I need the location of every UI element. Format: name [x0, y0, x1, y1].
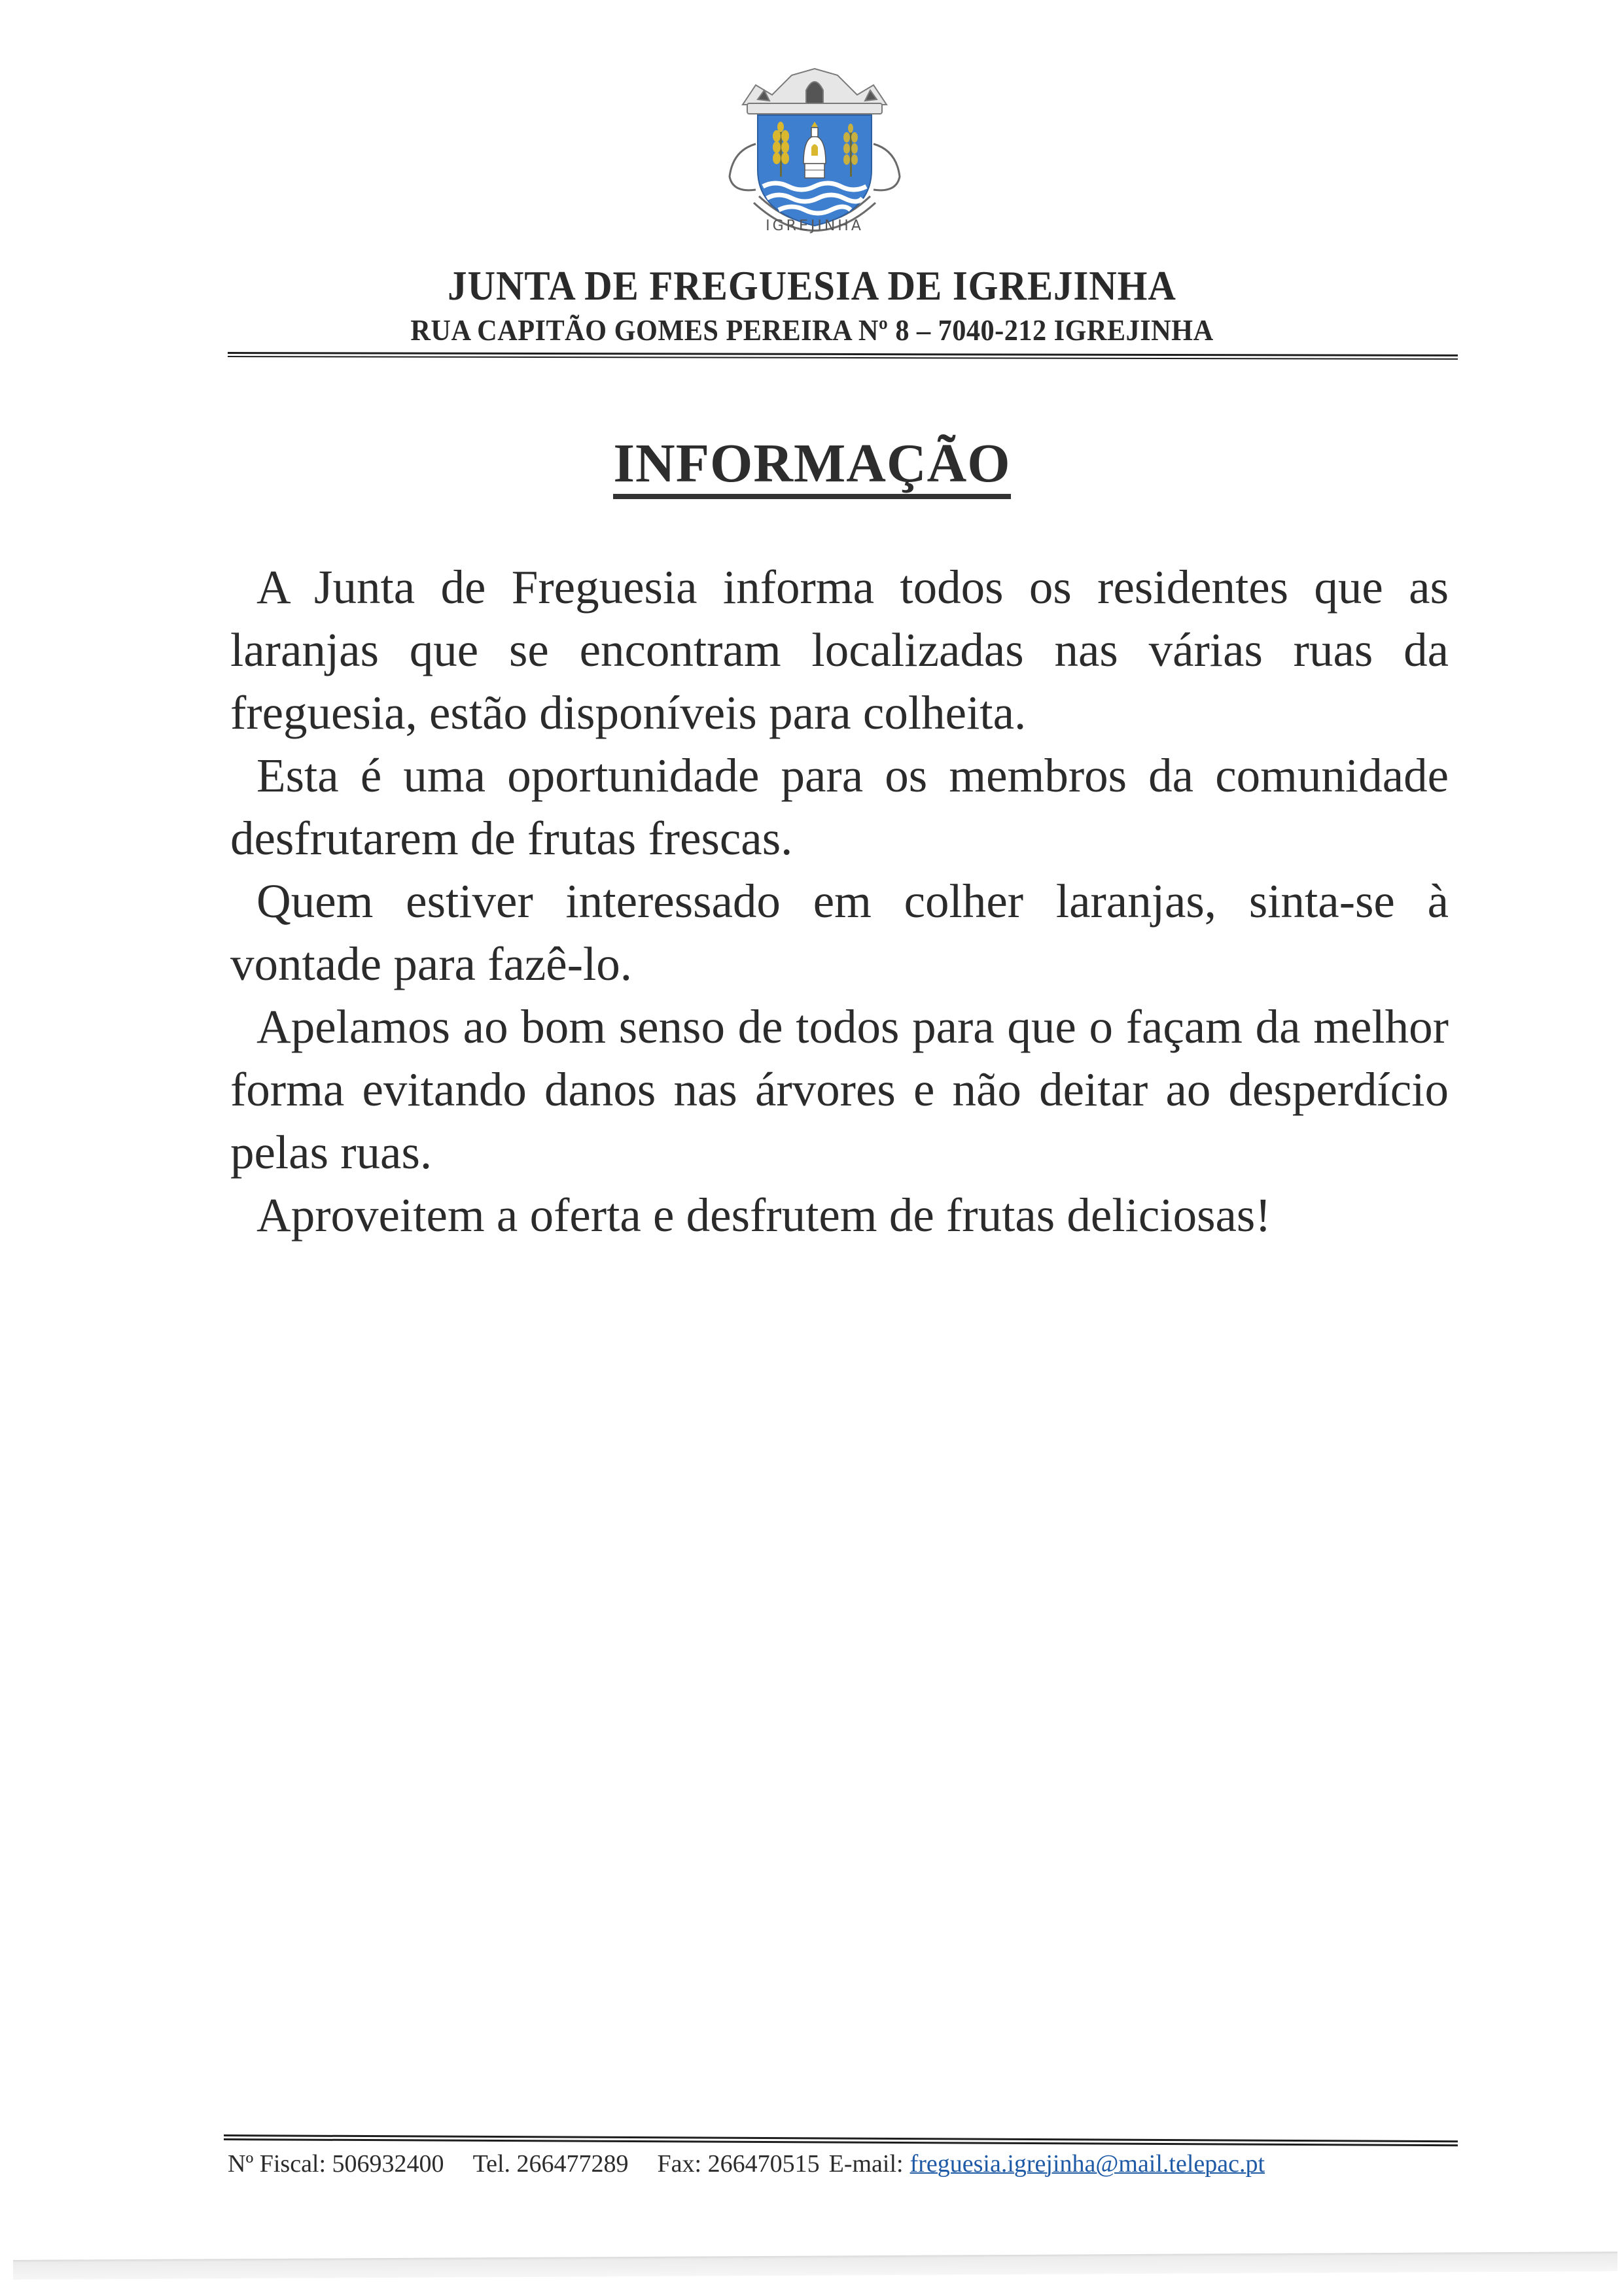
crest-label: IGREJINHA: [766, 218, 864, 234]
email-label: E-mail:: [828, 2150, 904, 2178]
coat-of-arms-icon: [694, 59, 936, 235]
scan-edge-shadow: [13, 2252, 1617, 2280]
document-title-text: INFORMAÇÃO: [613, 436, 1010, 499]
organization-address: RUA CAPITÃO GOMES PEREIRA Nº 8 – 7040-212 IGREJINHA: [410, 313, 1214, 347]
paragraph-3: Quem estiver interessado em colher laranjas, sinta-se à vontade para fazê-lo.: [230, 875, 1449, 990]
paragraph-5: Aproveitem a oferta e desfrutem de frutas deliciosas!: [256, 1189, 1271, 1242]
fiscal-number: Nº Fiscal: 506932400: [228, 2150, 444, 2178]
document-body: [230, 556, 1449, 1247]
email-link[interactable]: freguesia.igrejinha@mail.telepac.pt: [909, 2150, 1265, 2178]
document-title: [0, 432, 1624, 499]
paragraph-4: Apelamos ao bom senso de todos para que o façam da melhor forma evitando danos nas árvores e não deitar ao desperdício pelas ruas.: [230, 1000, 1449, 1179]
telephone: Tel. 266477289: [472, 2150, 629, 2178]
mural-crown-icon: [743, 69, 887, 114]
header-divider: [228, 352, 1458, 361]
paragraph-1: A Junta de Freguesia informa todos os residentes que as laranjas que se encontram localizadas nas várias ruas da freguesia, estão disponíveis para colheita.: [230, 561, 1449, 739]
paragraph-2: Esta é uma oportunidade para os membros da comunidade desfrutarem de frutas frescas.: [230, 749, 1449, 865]
fax: Fax: 266470515: [657, 2150, 820, 2178]
footer-contact: [228, 2149, 1265, 2178]
organization-name: JUNTA DE FREGUESIA DE IGREJINHA: [448, 262, 1176, 309]
footer-divider: [224, 2134, 1458, 2147]
